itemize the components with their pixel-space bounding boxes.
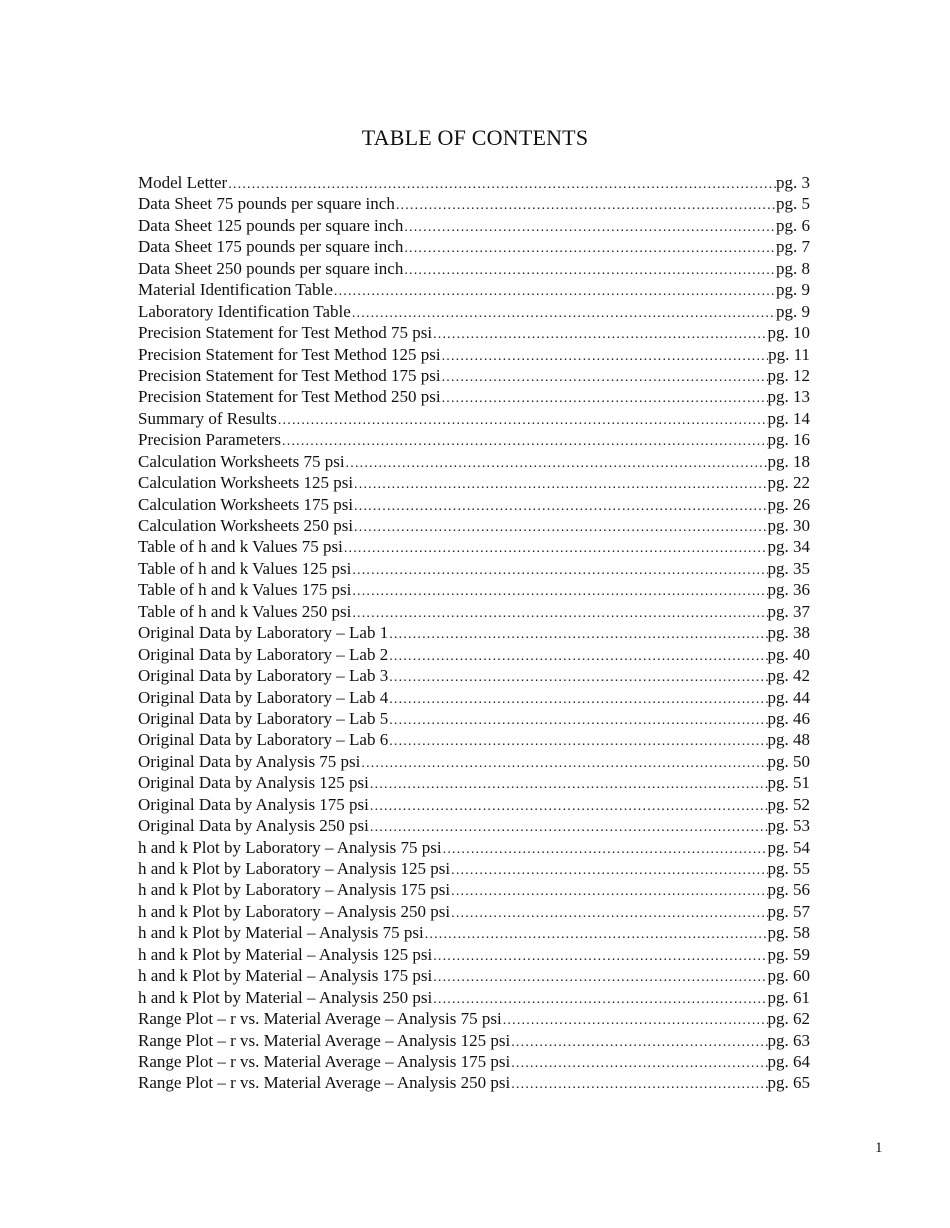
toc-entry-page: pg. 35	[767, 558, 810, 578]
toc-entry-label: h and k Plot by Material – Analysis 125 psi	[138, 944, 433, 964]
toc-entry	[138, 665, 810, 686]
toc-entry-label: Original Data by Laboratory – Lab 4	[138, 687, 389, 707]
toc-dot-leader	[502, 1010, 768, 1029]
toc-dot-leader	[353, 517, 767, 536]
toc-dot-leader	[360, 753, 767, 772]
toc-dot-leader	[281, 431, 767, 450]
toc-entry	[138, 172, 810, 193]
toc-entry	[138, 687, 810, 708]
toc-dot-leader	[345, 453, 768, 472]
toc-dot-leader	[442, 839, 768, 858]
toc-entry-page: pg. 60	[767, 966, 810, 986]
toc-entry-page: pg. 22	[767, 473, 810, 493]
toc-entry	[138, 558, 810, 579]
toc-dot-leader	[450, 860, 767, 879]
toc-entry	[138, 258, 810, 279]
toc-entry-label: Original Data by Laboratory – Lab 2	[138, 644, 389, 664]
toc-entry	[138, 536, 810, 557]
toc-entry	[138, 494, 810, 515]
toc-dot-leader	[343, 538, 768, 557]
toc-entry-page: pg. 16	[767, 430, 810, 450]
toc-dot-leader	[351, 560, 767, 579]
toc-entry-label: Table of h and k Values 125 psi	[138, 558, 352, 578]
page-number: 1	[875, 1140, 883, 1156]
toc-dot-leader	[403, 238, 776, 257]
toc-entry	[138, 901, 810, 922]
toc-entry	[138, 515, 810, 536]
toc-entry-page: pg. 3	[776, 173, 810, 192]
toc-entry-label: Original Data by Laboratory – Lab 6	[138, 730, 389, 750]
toc-entry-page: pg. 57	[767, 901, 810, 921]
toc-entry	[138, 622, 810, 643]
toc-entry-page: pg. 14	[767, 408, 810, 428]
toc-entry-page: pg. 48	[767, 730, 810, 750]
toc-entry-label: Precision Statement for Test Method 175 psi	[138, 365, 441, 385]
toc-dot-leader	[510, 1053, 767, 1072]
toc-entry-label: h and k Plot by Material – Analysis 250 psi	[138, 987, 433, 1007]
toc-dot-leader	[510, 1074, 767, 1093]
toc-entry-label: Table of h and k Values 175 psi	[138, 580, 352, 600]
toc-entry	[138, 601, 810, 622]
toc-dot-leader	[277, 410, 768, 429]
toc-entry-label: Summary of Results	[138, 408, 277, 428]
toc-entry-label: Original Data by Laboratory – Lab 5	[138, 708, 389, 728]
toc-entry-page: pg. 9	[776, 301, 810, 321]
toc-entry-page: pg. 46	[767, 708, 810, 728]
toc-dot-leader	[388, 689, 767, 708]
toc-dot-leader	[395, 195, 776, 214]
toc-dot-leader	[450, 903, 767, 922]
toc-entry	[138, 451, 810, 472]
toc-entry-label: Original Data by Analysis 75 psi	[138, 751, 361, 771]
toc-dot-leader	[388, 624, 767, 643]
toc-entry	[138, 1072, 810, 1093]
toc-entry-page: pg. 13	[767, 387, 810, 407]
toc-entry-page: pg. 6	[776, 215, 810, 235]
toc-entry-label: h and k Plot by Laboratory – Analysis 175 psi	[138, 880, 451, 900]
toc-entry-label: Precision Statement for Test Method 125 psi	[138, 344, 441, 364]
toc-entry	[138, 858, 810, 879]
toc-entry	[138, 408, 810, 429]
toc-entry-label: Calculation Worksheets 75 psi	[138, 451, 345, 471]
toc-dot-leader	[351, 303, 776, 322]
toc-entry-label: Original Data by Analysis 175 psi	[138, 794, 369, 814]
toc-dot-leader	[441, 346, 769, 365]
toc-entry	[138, 708, 810, 729]
toc-dot-leader	[432, 324, 767, 343]
toc-entry-label: Range Plot – r vs. Material Average – Analysis 125 psi	[138, 1030, 511, 1050]
toc-entry	[138, 322, 810, 343]
toc-entry-page: pg. 51	[767, 773, 810, 793]
toc-entry-label: Calculation Worksheets 175 psi	[138, 494, 354, 514]
toc-dot-leader	[353, 496, 767, 515]
toc-entry-page: pg. 50	[767, 751, 810, 771]
toc-entry-label: Original Data by Laboratory – Lab 1	[138, 623, 389, 643]
toc-entry	[138, 472, 810, 493]
toc-entry-page: pg. 56	[767, 880, 810, 900]
toc-dot-leader	[369, 796, 768, 815]
toc-dot-leader	[333, 281, 776, 300]
toc-entry	[138, 879, 810, 900]
toc-dot-leader	[227, 174, 776, 193]
toc-dot-leader	[450, 881, 767, 900]
toc-entry-label: Calculation Worksheets 250 psi	[138, 516, 354, 535]
toc-entry	[138, 922, 810, 943]
toc-entry-page: pg. 53	[767, 816, 810, 836]
toc-entry-label: Table of h and k Values 75 psi	[138, 537, 343, 557]
toc-entry-page: pg. 10	[767, 323, 810, 343]
toc-dot-leader	[351, 603, 767, 622]
toc-dot-leader	[388, 731, 767, 750]
toc-entry	[138, 729, 810, 750]
toc-dot-leader	[388, 646, 767, 665]
toc-entry-label: Original Data by Laboratory – Lab 3	[138, 666, 389, 686]
toc-entry-page: pg. 44	[767, 687, 810, 707]
toc-entry	[138, 965, 810, 986]
toc-entry-label: h and k Plot by Laboratory – Analysis 75 psi	[138, 837, 442, 857]
toc-dot-leader	[432, 946, 767, 965]
toc-entry-label: Laboratory Identification Table	[138, 301, 351, 321]
toc-entry	[138, 987, 810, 1008]
toc-dot-leader	[441, 367, 768, 386]
toc-entry-page: pg. 40	[767, 644, 810, 664]
toc-entry	[138, 301, 810, 322]
toc-entry-label: h and k Plot by Laboratory – Analysis 125 psi	[138, 859, 451, 878]
toc-entry-page: pg. 52	[767, 794, 810, 814]
toc-entry-page: pg. 30	[767, 516, 810, 535]
toc-entry-page: pg. 62	[767, 1009, 810, 1029]
toc-entry-label: Precision Statement for Test Method 250 psi	[138, 387, 441, 407]
toc-entry-label: h and k Plot by Material – Analysis 175 psi	[138, 966, 433, 986]
toc-entry-label: Original Data by Analysis 250 psi	[138, 816, 369, 836]
toc-entry-label: h and k Plot by Material – Analysis 75 psi	[138, 923, 424, 943]
toc-dot-leader	[388, 710, 767, 729]
toc-entry-page: pg. 38	[767, 623, 810, 643]
toc-entry	[138, 365, 810, 386]
toc-dot-leader	[369, 817, 768, 836]
toc-entry	[138, 344, 810, 365]
toc-entry	[138, 279, 810, 300]
toc-dot-leader	[353, 474, 767, 493]
toc-entry-label: Table of h and k Values 250 psi	[138, 601, 352, 621]
toc-entry-label: h and k Plot by Laboratory – Analysis 250 psi	[138, 901, 451, 921]
toc-dot-leader	[432, 967, 767, 986]
toc-entry-page: pg. 36	[767, 580, 810, 600]
toc-entry-page: pg. 9	[776, 280, 810, 300]
toc-entry-page: pg. 61	[767, 987, 810, 1007]
toc-entry-page: pg. 55	[767, 859, 810, 878]
toc-entry-label: Data Sheet 250 pounds per square inch	[138, 258, 404, 278]
toc-entry-label: Range Plot – r vs. Material Average – Analysis 250 psi	[138, 1073, 511, 1093]
toc-entry-label: Original Data by Analysis 125 psi	[138, 773, 369, 793]
toc-entry-label: Material Identification Table	[138, 280, 333, 300]
toc-dot-leader	[441, 388, 768, 407]
toc-entry	[138, 1030, 810, 1051]
toc-entry	[138, 579, 810, 600]
table-of-contents	[138, 172, 810, 1094]
toc-dot-leader	[424, 924, 768, 943]
toc-dot-leader	[510, 1032, 767, 1051]
toc-entry	[138, 794, 810, 815]
toc-entry-page: pg. 18	[767, 451, 810, 471]
toc-entry-label: Range Plot – r vs. Material Average – Analysis 175 psi	[138, 1051, 511, 1071]
toc-entry-page: pg. 34	[767, 537, 810, 557]
toc-entry	[138, 386, 810, 407]
toc-entry	[138, 1051, 810, 1072]
toc-entry-page: pg. 54	[767, 837, 810, 857]
toc-entry-page: pg. 26	[767, 494, 810, 514]
toc-entry-page: pg. 63	[767, 1030, 810, 1050]
toc-entry-label: Data Sheet 175 pounds per square inch	[138, 237, 404, 257]
toc-entry-label: Precision Statement for Test Method 75 psi	[138, 323, 433, 343]
toc-dot-leader	[432, 989, 767, 1008]
toc-entry-page: pg. 58	[767, 923, 810, 943]
toc-entry	[138, 429, 810, 450]
toc-entry-label: Model Letter	[138, 173, 228, 192]
toc-entry-page: pg. 7	[776, 237, 810, 257]
toc-entry	[138, 236, 810, 257]
toc-dot-leader	[351, 581, 767, 600]
page-title: TABLE OF CONTENTS	[361, 125, 589, 150]
toc-entry-page: pg. 64	[767, 1051, 810, 1071]
toc-dot-leader	[403, 217, 776, 236]
toc-entry	[138, 837, 810, 858]
toc-dot-leader	[388, 667, 767, 686]
toc-entry	[138, 815, 810, 836]
toc-entry-page: pg. 65	[767, 1073, 810, 1093]
toc-entry-page: pg. 59	[767, 944, 810, 964]
toc-entry-page: pg. 42	[767, 666, 810, 686]
toc-dot-leader	[369, 774, 768, 793]
toc-entry-label: Range Plot – r vs. Material Average – Analysis 75 psi	[138, 1009, 502, 1029]
toc-entry	[138, 215, 810, 236]
toc-entry-label: Calculation Worksheets 125 psi	[138, 473, 354, 493]
toc-entry-page: pg. 5	[776, 194, 810, 214]
toc-entry-page: pg. 12	[767, 365, 810, 385]
toc-entry	[138, 772, 810, 793]
toc-entry	[138, 644, 810, 665]
toc-entry-label: Data Sheet 75 pounds per square inch	[138, 194, 395, 214]
toc-entry-page: pg. 37	[767, 601, 810, 621]
toc-entry-label: Precision Parameters	[138, 430, 282, 450]
toc-entry	[138, 751, 810, 772]
toc-entry	[138, 1008, 810, 1029]
toc-entry-label: Data Sheet 125 pounds per square inch	[138, 215, 404, 235]
toc-dot-leader	[403, 260, 776, 279]
toc-entry	[138, 944, 810, 965]
toc-entry	[138, 193, 810, 214]
toc-entry-page: pg. 8	[776, 258, 810, 278]
toc-entry-page: pg. 11	[768, 344, 810, 364]
